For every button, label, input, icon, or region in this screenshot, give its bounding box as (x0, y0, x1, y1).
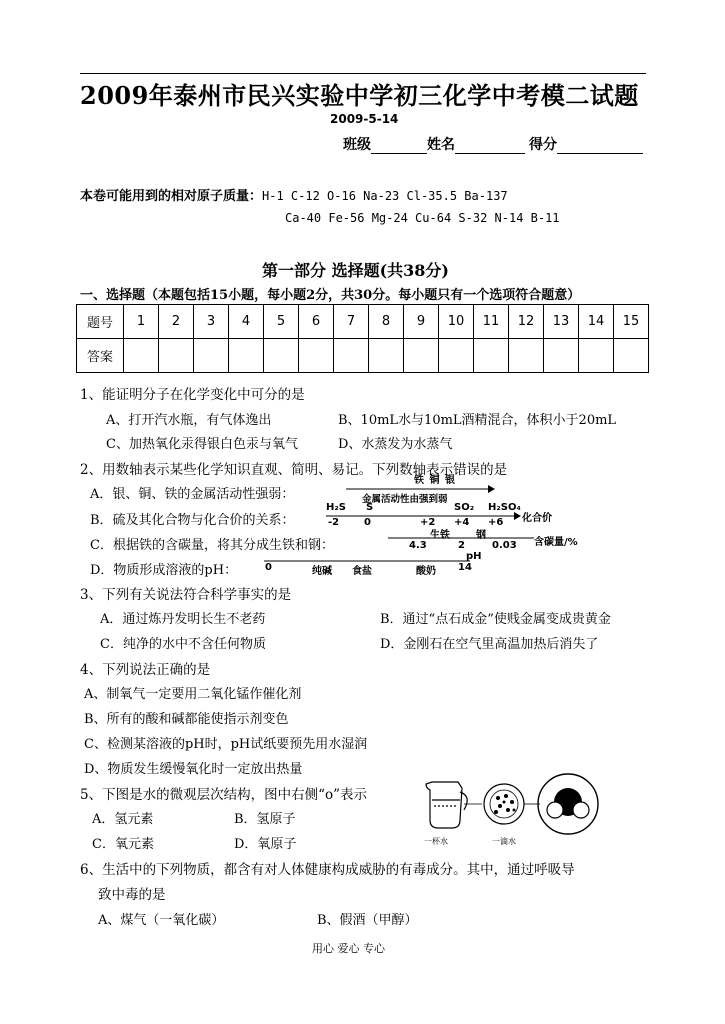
axis-b-species-3: SO₂ (454, 502, 475, 513)
axis-a-metals: 铁 铜 银 (414, 475, 456, 486)
name-blank[interactable] (455, 139, 525, 154)
q1-option-c: C、加热氧化汞得银白色汞与氧气 (106, 437, 298, 452)
exam-date: 2009-5-14 (330, 112, 399, 126)
q2-option-d: D．物质形成溶液的pH： (90, 563, 238, 578)
fig-label-cup: 一杯水 (424, 837, 448, 846)
question-number: 15 (614, 305, 649, 339)
score-blank[interactable] (557, 139, 643, 154)
class-blank[interactable] (371, 139, 427, 154)
question-number: 4 (229, 305, 264, 339)
answer-cell[interactable] (404, 339, 439, 373)
axis-c-tick-3: 0.03 (492, 540, 517, 551)
axis-b-species-1: H₂S (326, 502, 346, 513)
name-label: 姓名 (427, 137, 455, 153)
axis-c-region-2: 钢 (476, 530, 486, 541)
q3-option-a: A．通过炼丹发明长生不老药 (100, 612, 266, 627)
axis-c-region-1: 生铁 (430, 530, 450, 541)
q6-option-b: B、假酒（甲醇） (317, 913, 418, 928)
answer-cell[interactable] (264, 339, 299, 373)
section-heading: 一、选择题（本题包括15小题，每小题2分，共30分。每小题只有一个选项符合题意） (80, 288, 581, 303)
question-number: 3 (194, 305, 229, 339)
axis-c-tick-2: 2 (458, 540, 465, 551)
question-number: 7 (334, 305, 369, 339)
q1-option-a: A、打开汽水瓶，有气体逸出 (106, 413, 272, 428)
q5-option-c: C．氧元素 (92, 837, 154, 852)
q3-option-c: C．纯净的水中不含任何物质 (100, 637, 266, 652)
q1-stem: 1、能证明分子在化学变化中可分的是 (80, 387, 305, 403)
axis-b-valence-2: 0 (364, 517, 371, 528)
axis-d-tick-2: 纯碱 (312, 566, 332, 577)
q3-option-b: B．通过“点石成金”使贱金属变成贵黄金 (380, 612, 611, 627)
row-label-answer: 答案 (77, 339, 124, 373)
axis-d-tick-3: 食盐 (352, 566, 372, 577)
score-label: 得分 (529, 137, 557, 153)
page-title: 2009年泰州市民兴实验中学初三化学中考模二试题 (80, 81, 639, 110)
answer-cell[interactable] (439, 339, 474, 373)
answer-cell[interactable] (509, 339, 544, 373)
atomic-mass-label: 本卷可能用到的相对原子质量： (80, 189, 263, 204)
question-number: 11 (474, 305, 509, 339)
answer-cell[interactable] (194, 339, 229, 373)
student-info-fields (343, 134, 643, 154)
answer-cell[interactable] (159, 339, 194, 373)
question-number: 14 (579, 305, 614, 339)
axis-d-tick-1: 0 (265, 562, 272, 573)
question-number: 8 (369, 305, 404, 339)
answer-cell[interactable] (579, 339, 614, 373)
question-number: 13 (544, 305, 579, 339)
answer-cell[interactable] (124, 339, 159, 373)
q4-option-b: B、所有的酸和碱都能使指示剂变色 (84, 712, 289, 727)
axis-c-end-label: 含碳量/% (534, 537, 578, 548)
question-number: 12 (509, 305, 544, 339)
question-number: 5 (264, 305, 299, 339)
question-number: 6 (299, 305, 334, 339)
q3-stem: 3、下列有关说法符合科学事实的是 (80, 587, 292, 603)
q2-option-c: C．根据铁的含碳量，将其分成生铁和钢： (90, 538, 334, 553)
axis-b-valence-4: +4 (454, 517, 470, 528)
row-label-number: 题号 (77, 305, 124, 339)
water-pitcher-icon (426, 782, 467, 828)
q4-option-d: D、物质发生缓慢氧化时一定放出热量 (84, 762, 303, 777)
question-number: 9 (404, 305, 439, 339)
q2-stem: 2、用数轴表示某些化学知识直观、简明、易记。下列数轴表示错误的是 (80, 462, 508, 478)
q5-option-b: B．氢原子 (234, 812, 296, 827)
q5-option-d: D．氧原子 (234, 837, 297, 852)
q4-option-a: A、制氧气一定要用二氧化锰作催化剂 (84, 687, 302, 702)
q6-stem-line-1: 6、生活中的下列物质，都含有对人体健康构成威胁的有毒成分。其中，通过呼吸导 (80, 862, 575, 878)
answer-table-number-row (77, 305, 649, 339)
answer-table-answer-row (77, 339, 649, 373)
axis-b-species-4: H₂SO₄ (488, 502, 521, 513)
water-molecule-icon (538, 774, 598, 834)
header-rule (80, 73, 646, 74)
axis-b-species-2: S (366, 502, 374, 513)
axis-d-tick-4: 酸奶 (416, 566, 436, 577)
q3-option-d: D．金刚石在空气里高温加热后消失了 (380, 637, 599, 652)
part-title: 第一部分 选择题(共38分) (262, 261, 449, 280)
axis-d-end-label: pH (466, 551, 482, 562)
answer-table (76, 304, 649, 373)
answer-cell[interactable] (334, 339, 369, 373)
water-structure-figure (418, 772, 638, 852)
q6-stem-line-2: 致中毒的是 (98, 887, 166, 903)
question-number: 2 (159, 305, 194, 339)
q4-stem: 4、下列说法正确的是 (80, 662, 211, 678)
q2-option-b: B．硫及其化合物与化合价的关系： (90, 513, 295, 528)
answer-cell[interactable] (474, 339, 509, 373)
question-number: 10 (439, 305, 474, 339)
q5-option-a: A．氢元素 (92, 812, 154, 827)
q2-option-a: A．银、铜、铁的金属活动性强弱： (90, 487, 295, 502)
fig-label-drop: 一滴水 (492, 837, 516, 846)
axis-b-valence-3: +2 (420, 517, 436, 528)
axis-c-tick-1: 4.3 (409, 540, 427, 551)
water-drop-icon (484, 784, 524, 824)
atomic-mass-line-1 (80, 185, 508, 204)
answer-cell[interactable] (614, 339, 649, 373)
q5-stem: 5、下图是水的微观层次结构，图中右侧“o”表示 (80, 787, 368, 803)
axis-d-tick-5: 14 (458, 562, 472, 573)
q1-option-d: D、水蒸发为水蒸气 (338, 437, 453, 452)
question-number: 1 (124, 305, 159, 339)
q4-option-c: C、检测某溶液的pH时，pH试纸要预先用水湿润 (84, 737, 368, 752)
atomic-mass-values-2: Ca-40 Fe-56 Mg-24 Cu-64 S-32 N-14 B-11 (285, 211, 560, 225)
answer-cell[interactable] (544, 339, 579, 373)
page-footer: 用心 爱心 专心 (312, 942, 385, 955)
answer-cell[interactable] (229, 339, 264, 373)
answer-cell[interactable] (369, 339, 404, 373)
q6-option-a: A、煤气（一氧化碳） (98, 913, 225, 928)
q1-option-b: B、10mL水与10mL酒精混合，体积小于20mL (338, 413, 617, 428)
axis-b-valence-1: -2 (328, 517, 340, 528)
class-label: 班级 (343, 137, 371, 153)
atomic-mass-values-1: H-1 C-12 O-16 Na-23 Cl-35.5 Ba-137 (262, 189, 508, 203)
axis-b-valence-5: +6 (488, 517, 504, 528)
answer-cell[interactable] (299, 339, 334, 373)
axis-b-end-label: 化合价 (522, 513, 552, 524)
axis-a-caption: 金属活动性由强到弱 (362, 494, 448, 505)
